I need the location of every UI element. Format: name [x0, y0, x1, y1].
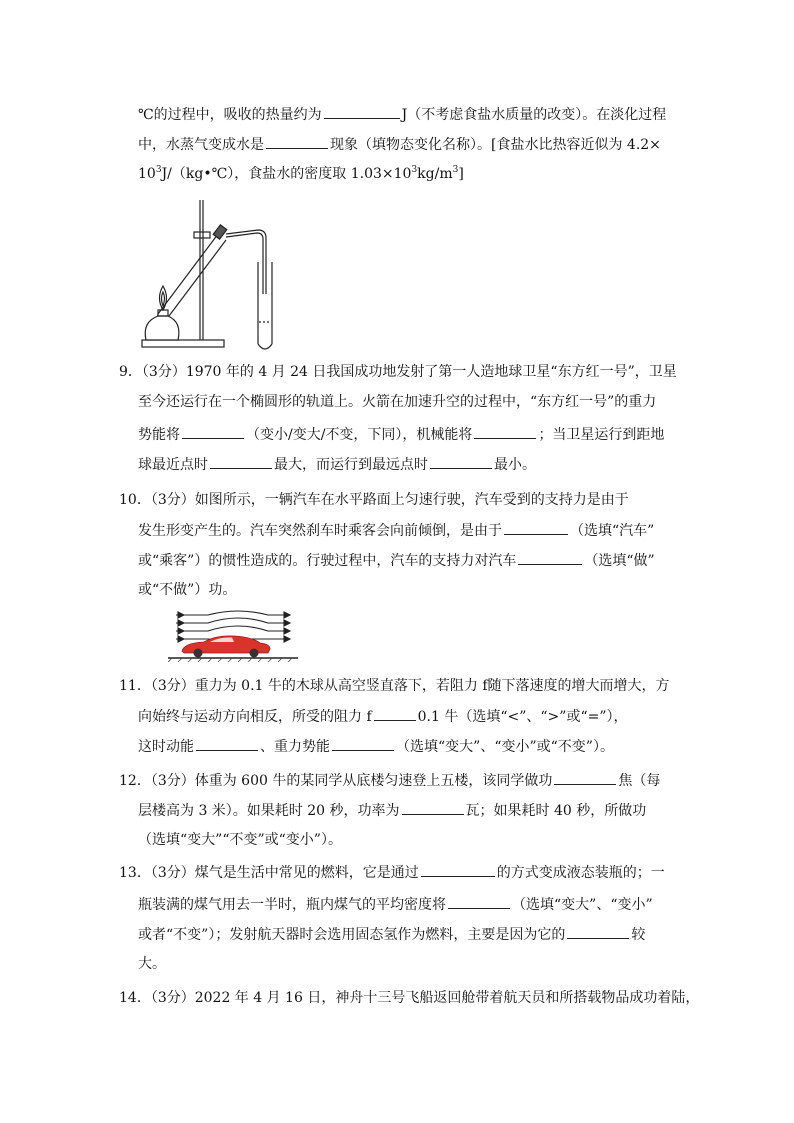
car-airflow-figure	[168, 607, 298, 662]
q10-line-1: 10．（3分）如图所示，一辆汽车在水平路面上匀速行驶，汽车受到的支持力是由于	[119, 492, 629, 508]
q12-line-1: 12．（3分）体重为 600 牛的某同学从底楼匀速登上五楼，该同学做功 焦（每	[119, 770, 660, 791]
q13-line-3: 或者“不变”）；发射航天器时会选用固态氢作为燃料，主要是因为它的 较	[138, 924, 645, 945]
q9-line-2: 至今还运行在一个椭圆形的轨道上。火箭在加速升空的过程中，“东方红一号”的重力	[138, 394, 657, 410]
answer-blank[interactable]	[182, 424, 244, 439]
answer-blank[interactable]	[374, 706, 416, 721]
answer-blank[interactable]	[332, 736, 394, 751]
answer-blank[interactable]	[421, 862, 495, 877]
answer-blank[interactable]	[266, 134, 328, 149]
distillation-apparatus-figure	[138, 194, 288, 354]
q8-line-2: 中，水蒸气变成水是 现象（填物态变化名称）。[食盐水比热容近似为 4.2×	[138, 134, 661, 155]
q11-line-3: 这时动能 、重力势能 （选填“变大”、“变小”或“不变”）。	[138, 736, 614, 757]
q9-line-1: 9．（3分）1970 年的 4 月 24 日我国成功地发射了第一人造地球卫星“东方红一号”，卫星	[119, 364, 677, 380]
q8-line-1: ℃的过程中，吸收的热量约为 J（不考虑食盐水质量的改变）。在淡化过程	[138, 104, 666, 125]
q12-line-3: （选填“变大”“不变”或“变小”）。	[138, 832, 342, 848]
answer-blank[interactable]	[448, 894, 510, 909]
q10-line-3: 或“乘客”）的惯性造成的。行驶过程中，汽车的支持力对汽车 （选填“做”	[138, 550, 655, 571]
answer-blank[interactable]	[324, 104, 400, 119]
answer-blank[interactable]	[518, 550, 582, 565]
answer-blank[interactable]	[567, 924, 629, 939]
q8-line-3: $10^3J/(kg•℃)$，食盐水的密度取 $1.03\times 10^3kg/m^3$]	[138, 165, 464, 182]
q12-line-2: 层楼高为 3 米）。如果耗时 20 秒，功率为 瓦；如果耗时 40 秒，所做功	[138, 800, 646, 821]
answer-blank[interactable]	[210, 454, 272, 469]
q14-line-1: 14．（3分）2022 年 4 月 16 日，神舟十三号飞船返回舱带着航天员和所搭载物品成功着陆，	[119, 990, 700, 1006]
q10-line-2: 发生形变产生的。汽车突然刹车时乘客会向前倾倒，是由于 （选填“汽车”	[138, 520, 654, 541]
answer-blank[interactable]	[554, 770, 616, 785]
answer-blank[interactable]	[196, 736, 258, 751]
q9-line-3: 势能将 （变小/变大/不变，下同），机械能将 ；当卫星运行到距地	[138, 424, 664, 445]
q9-line-4: 球最近点时 最大，而运行到最远点时 最小。	[138, 454, 536, 475]
answer-blank[interactable]	[402, 800, 464, 815]
q11-line-1: 11．（3分）重力为 0.1 牛的木球从高空竖直落下，若阻力 f随下落速度的增大而增大，方	[119, 678, 670, 694]
q13-line-4: 大。	[138, 956, 166, 972]
answer-blank[interactable]	[430, 454, 492, 469]
answer-blank[interactable]	[504, 520, 568, 535]
q13-line-2: 瓶装满的煤气用去一半时，瓶内煤气的平均密度将 （选填“变大”、“变小”	[138, 894, 653, 915]
answer-blank[interactable]	[474, 424, 536, 439]
q13-line-1: 13．（3分）煤气是生活中常见的燃料，它是通过 的方式变成液态装瓶的；一	[119, 862, 665, 883]
q10-line-4: 或“不做”）功。	[138, 582, 237, 598]
q11-line-2: 向始终与运动方向相反，所受的阻力 f 0.1 牛（选填“<”、“>”或“=”），	[138, 706, 628, 727]
